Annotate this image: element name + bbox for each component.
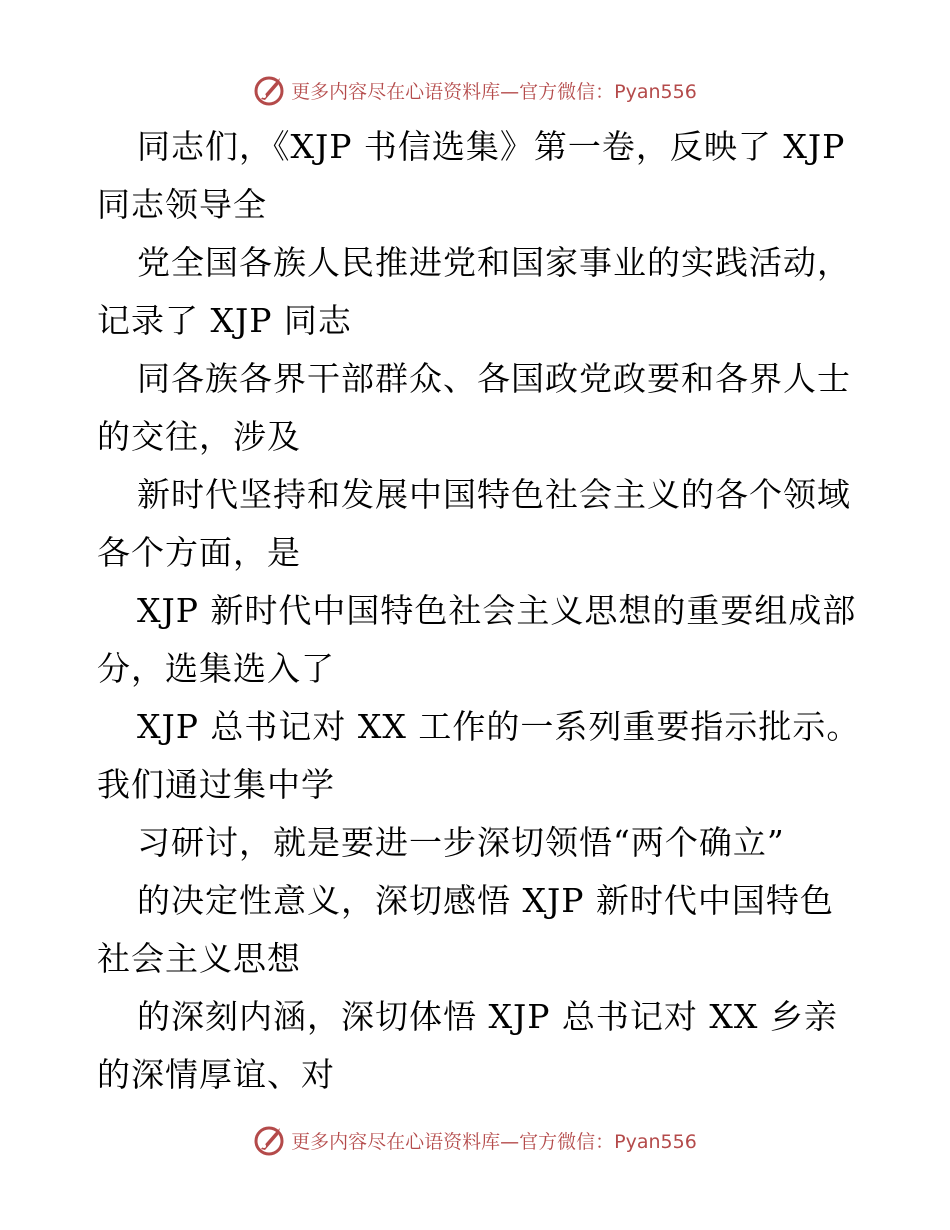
paragraph-line: 党全国各族人民推进党和国家事业的实践活动， — [137, 243, 851, 282]
paragraph-line: 各个方面，是 — [97, 533, 301, 572]
paragraph — [97, 872, 857, 988]
quill-pen-logo-icon — [253, 73, 287, 107]
watermark-text: 更多内容尽在心语资料库—官方微信：Pyan556 — [291, 1130, 697, 1153]
paragraph-line: 的决定性意义，深切感悟 XJP 新时代中国特色 — [137, 881, 834, 920]
paragraph-line: 同志们，《XJP 书信选集》第一卷，反映了 XJP — [137, 127, 846, 166]
paragraph-line: 我们通过集中学 — [97, 765, 335, 804]
paragraph-line: XJP 新时代中国特色社会主义思想的重要组成部 — [137, 591, 857, 630]
watermark-text: 更多内容尽在心语资料库—官方微信：Pyan556 — [291, 80, 697, 103]
footer-watermark — [0, 1120, 950, 1160]
paragraph — [97, 814, 857, 872]
quill-pen-logo-icon — [253, 1123, 287, 1157]
paragraph-line: 的深刻内涵，深切体悟 XJP 总书记对 XX 乡亲 — [137, 997, 838, 1036]
document-body — [97, 118, 861, 1104]
paragraph-line: 社会主义思想 — [97, 939, 301, 978]
paragraph-line: 同各族各界干部群众、各国政党政要和各界人士 — [137, 359, 851, 398]
paragraph — [97, 350, 857, 466]
paragraph — [97, 118, 857, 234]
paragraph-line: XJP 总书记对 XX 工作的一系列重要指示批示。 — [137, 707, 861, 746]
paragraph — [97, 466, 857, 582]
paragraph-line: 的交往，涉及 — [97, 417, 301, 456]
paragraph — [97, 988, 857, 1104]
paragraph-line: 新时代坚持和发展中国特色社会主义的各个领域 — [137, 475, 851, 514]
paragraph — [97, 698, 861, 814]
paragraph-line: 习研讨，就是要进一步深切领悟“两个确立” — [137, 823, 785, 862]
paragraph-line: 同志领导全 — [97, 185, 267, 224]
paragraph — [97, 234, 857, 350]
paragraph — [97, 582, 857, 698]
paragraph-line: 分，选集选入了 — [97, 649, 335, 688]
header-watermark — [0, 70, 950, 110]
paragraph-line: 的深情厚谊、对 — [97, 1055, 335, 1094]
paragraph-line: 记录了 XJP 同志 — [97, 301, 352, 340]
